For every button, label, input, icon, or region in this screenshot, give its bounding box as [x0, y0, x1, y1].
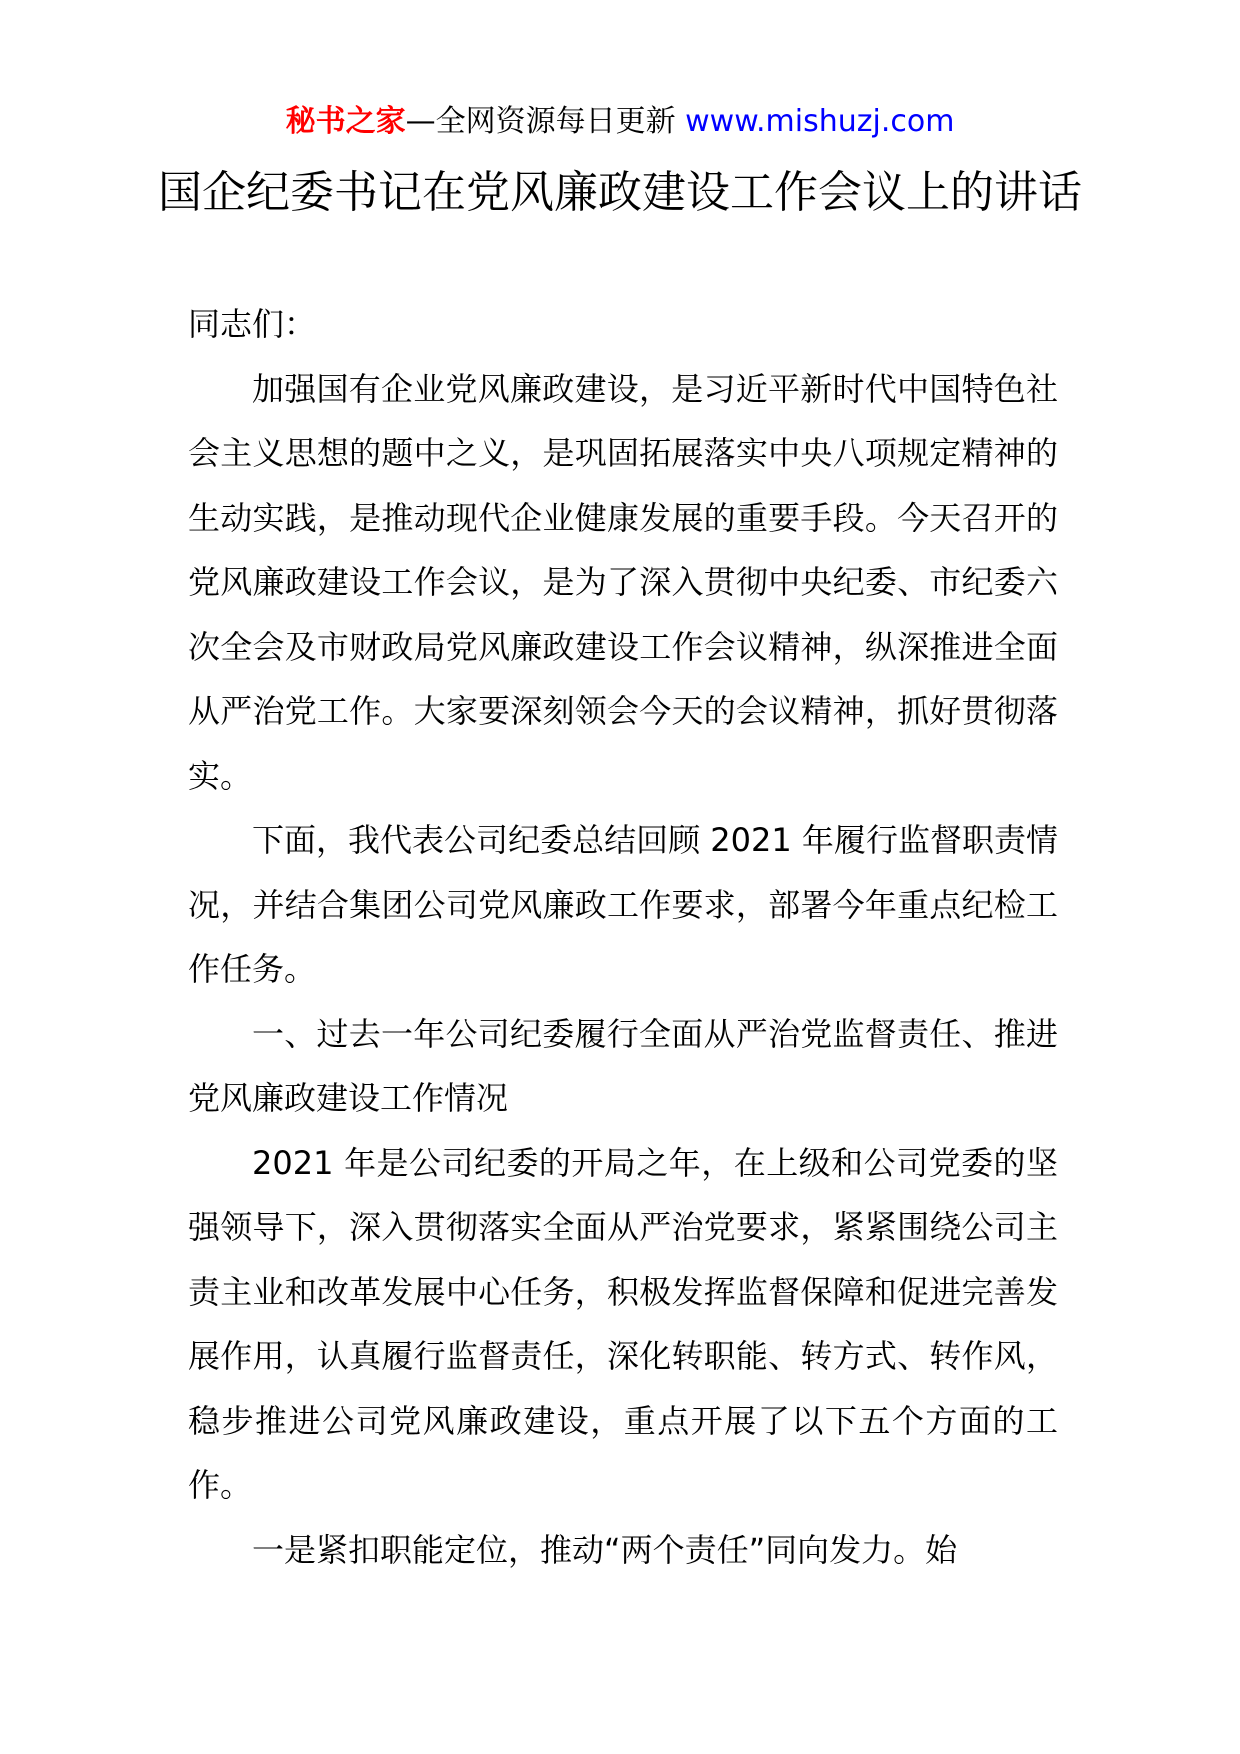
- document-body: [188, 292, 1058, 1582]
- paragraph: 加强国有企业党风廉政建设，是习近平新时代中国特色社会主义思想的题中之义，是巩固拓展落实中央八项规定精神的生动实践，是推动现代企业健康发展的重要手段。今天召开的党风廉政建设工作会议，是为了深入贯彻中央纪委、市纪委六次全会及市财政局党风廉政建设工作会议精神，纵深推进全面从严治党工作。大家要深刻领会今天的会议精神，抓好贯彻落实。: [188, 369, 1058, 795]
- site-url-link[interactable]: www.mishuzj.com: [685, 104, 955, 139]
- section-heading: 一、过去一年公司纪委履行全面从严治党监督责任、推进党风廉政建设工作情况: [188, 1014, 1058, 1117]
- paragraph: 下面，我代表公司纪委总结回顾 2021 年履行监督职责情况，并结合集团公司党风廉政工作要求，部署今年重点纪检工作任务。: [188, 821, 1058, 988]
- site-header: [0, 100, 1240, 144]
- document-title: 国企纪委书记在党风廉政建设工作会议上的讲话: [158, 167, 1082, 218]
- paragraph: 2021 年是公司纪委的开局之年，在上级和公司党委的坚强领导下，深入贯彻落实全面从严治党要求，紧紧围绕公司主责主业和改革发展中心任务，积极发挥监督保障和促进完善发展作用，认真履行监督责任，深化转职能、转方式、转作风，稳步推进公司党风廉政建设，重点开展了以下五个方面的工作。: [188, 1143, 1058, 1504]
- brand-name: 秘书之家: [285, 104, 406, 139]
- paragraph: 一是紧扣职能定位，推动“两个责任”同向发力。始: [252, 1530, 958, 1569]
- header-slogan: —全网资源每日更新: [405, 104, 686, 139]
- salutation: 同志们：: [188, 305, 317, 343]
